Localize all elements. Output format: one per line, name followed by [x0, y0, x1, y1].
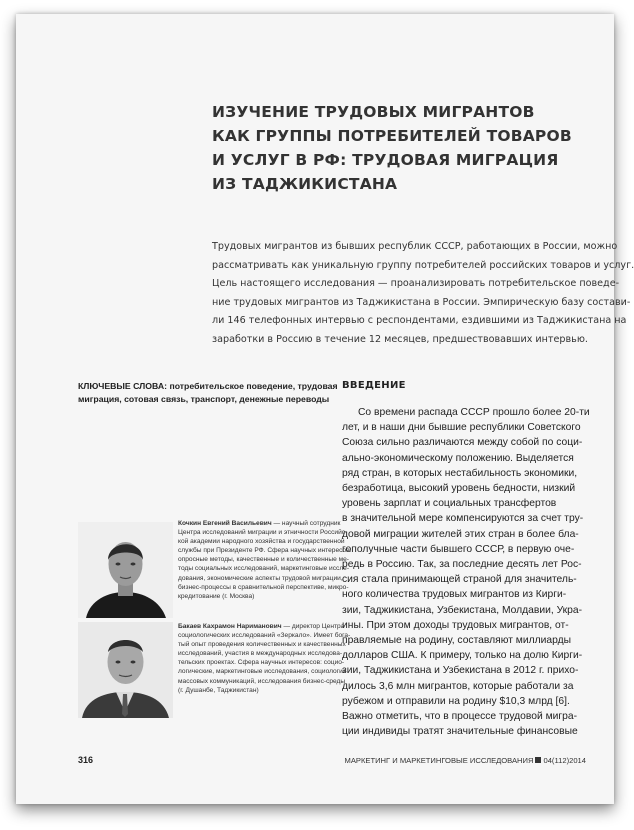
body-line: долларов США. К примеру, только на долю Кирги-	[342, 650, 583, 662]
bio-line: кой академии народного хозяйства и государственной	[178, 538, 345, 546]
journal-page	[16, 14, 634, 804]
intro-body-text	[342, 405, 610, 739]
keywords-label: КЛЮЧЕВЫЕ СЛОВА:	[78, 381, 168, 391]
bio-line: исследований, участия в международных исследова-	[178, 650, 343, 658]
journal-issue: 04(112)2014	[543, 756, 586, 765]
body-line: ного количества трудовых мигрантов из Кирги-	[342, 589, 567, 601]
title-line: ИЗ ТАДЖИКИСТАНА	[212, 175, 398, 193]
body-line: ряд стран, в которых нестабильность экономики,	[342, 467, 578, 479]
keywords-line-1: потребительское поведение, трудовая	[169, 381, 338, 391]
section-heading: ВВЕДЕНИЕ	[342, 380, 406, 391]
abstract-line: ние трудовых мигрантов из Таджикистана в России. Эмпирическую базу состави-	[212, 296, 631, 308]
body-line: редь в Россию. Так, за последние десять лет Рос-	[342, 559, 582, 571]
bio-line: опросные методы, качественные и количественные ме-	[178, 556, 349, 564]
body-line: ины. При этом доходы трудовых мигрантов, от-	[342, 619, 569, 631]
bio-line: дования, экономические аспекты трудовой миграции,	[178, 574, 343, 582]
body-line: рубежом и отправили на родину $10,3 млрд [6].	[342, 695, 570, 707]
body-line: зии, Таджикистана и Узбекистана в 2012 г. прихо-	[342, 665, 579, 677]
body-line: дилось 3,6 млн мигрантов, которые работали за	[342, 680, 574, 692]
square-bullet-icon	[535, 757, 541, 763]
abstract-line: рассматривать как уникальную группу потребителей российских товаров и услуг.	[212, 259, 634, 271]
body-line: в значительной мере компенсируются за счет тру-	[342, 513, 584, 525]
keywords	[78, 380, 338, 405]
bio-line: — научный сотрудник	[271, 520, 341, 527]
body-line: Важно отметить, что в процессе трудовой мигра-	[342, 711, 578, 723]
body-line: правляемые на родину, составляют миллиарды	[342, 635, 572, 647]
author-photo-1	[78, 522, 173, 618]
abstract	[212, 238, 634, 350]
body-line: сия стала принимающей страной для значитель-	[342, 574, 577, 586]
bio-line: тый опыт проведения количественных и качественных	[178, 641, 346, 649]
author-bio-2	[178, 622, 351, 695]
body-line: довой миграции жителей этих стран в более бла-	[342, 528, 579, 540]
bio-line: службы при Президенте РФ. Сфера научных интересов:	[178, 547, 352, 555]
body-line: гополучные части бывшего СССР, в первую оче-	[342, 543, 575, 555]
bio-line: — директор Центра	[281, 623, 345, 630]
keywords-line-2: миграция, сотовая связь, транспорт, денежные переводы	[78, 393, 330, 404]
author-name-2: Бакаев Кахрамон Нариманович	[178, 623, 282, 630]
bio-line: массовых коммуникаций, исследования бизнес-среды	[178, 677, 346, 685]
title-line: ИЗУЧЕНИЕ ТРУДОВЫХ МИГРАНТОВ	[212, 103, 535, 121]
journal-footer	[345, 756, 586, 765]
title-line: И УСЛУГ В РФ: ТРУДОВАЯ МИГРАЦИЯ	[212, 151, 559, 169]
article-title	[212, 100, 592, 196]
abstract-line: ли 146 телефонных интервью с респондентами, ездившими из Таджикистана на	[212, 315, 627, 327]
bio-line: социологических исследований «Зеркало». Имеет бога-	[178, 632, 351, 640]
bio-line: тоды социальных исследований, маркетинговые иссле-	[178, 565, 350, 573]
body-line: лет, и в наши дни бывшие республики Советского	[342, 422, 581, 434]
bio-line: бизнес-процессы в сравнительной перспективе, микро-	[178, 583, 349, 591]
bio-line: кредитование (г. Москва)	[178, 592, 255, 600]
body-line: ально-экономическому положению. Выделяется	[342, 452, 574, 464]
author-bio-1	[178, 519, 352, 601]
body-line: уровень зарплат и социальных трансфертов	[342, 498, 557, 510]
bio-line: (г. Душанбе, Таджикистан)	[178, 686, 259, 694]
author-photo-2	[78, 622, 173, 718]
bio-line: тельских проектах. Сфера научных интересов: социо-	[178, 659, 345, 667]
bio-line: логические, маркетинговые исследования, социология	[178, 668, 347, 676]
page-number: 316	[78, 755, 94, 765]
body-line: зии, Таджикистана, Узбекистана, Молдавии, Укра-	[342, 604, 583, 616]
journal-name: МАРКЕТИНГ И МАРКЕТИНГОВЫЕ ИССЛЕДОВАНИЯ	[344, 756, 534, 765]
abstract-line: Цель настоящего исследования — проанализировать потребительское поведе-	[212, 278, 620, 290]
abstract-line: Трудовых мигрантов из бывших республик СССР, работающих в России, можно	[212, 241, 618, 252]
body-line: ции индивиды тратят значительные финансовые	[342, 726, 578, 738]
body-line: Со времени распада СССР прошло более 20-ти	[358, 407, 590, 418]
author-name-1: Кочкин Евгений Васильевич	[178, 520, 272, 527]
bio-line: Центра исследований миграции и этничности Российс-	[178, 529, 348, 537]
abstract-line: заработки в Россию в течение 12 месяцев, предшествовавших интервью.	[212, 333, 588, 345]
body-line: безработица, высокий уровень бедности, низкий	[342, 483, 576, 495]
title-line: КАК ГРУППЫ ПОТРЕБИТЕЛЕЙ ТОВАРОВ	[212, 127, 572, 145]
body-line: Союза сильно различаются между собой по соци-	[342, 437, 583, 449]
